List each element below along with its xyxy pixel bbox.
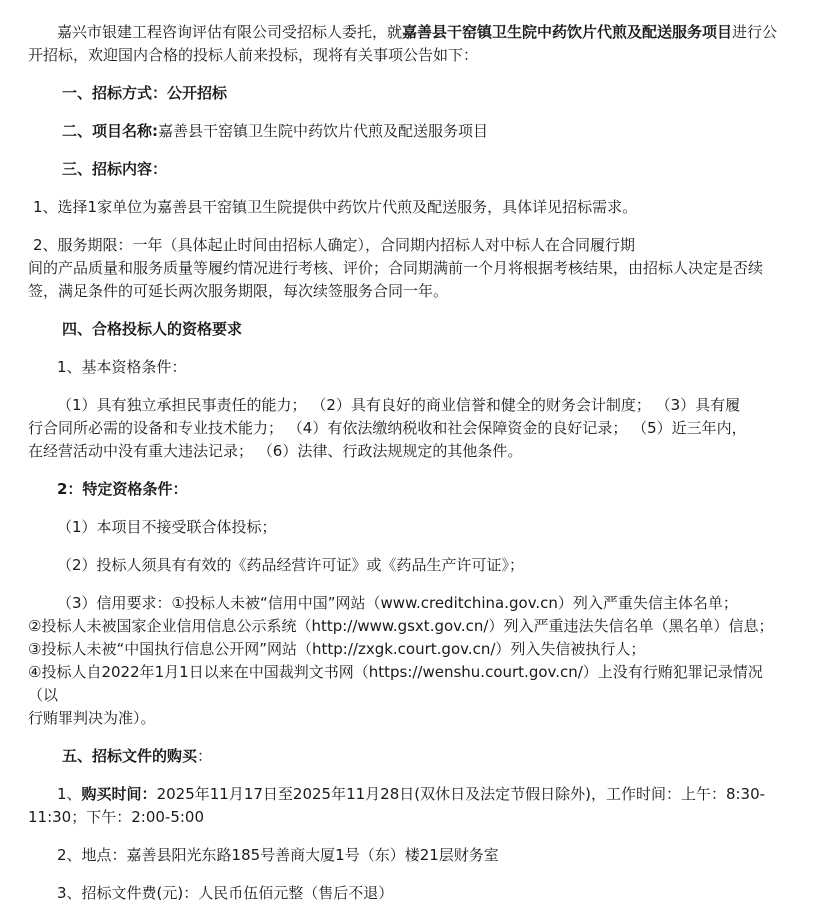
intro-text-pre: 嘉兴市银建工程咨询评估有限公司受招标人委托，就 (57, 23, 403, 41)
purchase-time-line-1 (28, 783, 788, 806)
project-name-label: 二、项目名称: (62, 122, 158, 140)
basic-qualification-title: 1、基本资格条件： (57, 358, 187, 376)
credit-requirement-line-5: 行贿罪判决为准）。 (28, 709, 156, 727)
basic-qualification-list (28, 394, 788, 463)
heading-bidding-content: 三、招标内容： (62, 160, 168, 178)
purchase-time-value: 2025年11月17日至2025年11月28日(双休日及法定节假日除外)，工作时间：上午：8:30- (156, 785, 766, 803)
service-term-line-1: 2、服务期限：一年（具体起止时间由招标人确定），合同期内招标人对中标人在合同履行期 (33, 236, 636, 254)
intro-line-1 (28, 21, 788, 44)
special-qualification-item-1: （1）本项目不接受联合体投标； (57, 518, 277, 536)
special-qualification-title: 2：特定资格条件： (57, 480, 188, 498)
purchase-time-line-2: 11:30；下午：2:00-5:00 (28, 808, 205, 826)
bidding-content-item-1: 1、选择1家单位为嘉善县干窑镇卫生院提供中药饮片代煎及配送服务，具体详见招标需求。 (33, 198, 638, 216)
document-purchase-colon: ： (197, 747, 213, 765)
basic-qualification-line-3: 在经营活动中没有重大违法记录； （6）法律、行政法规规定的其他条件。 (28, 442, 523, 460)
document-fee: 3、招标文件费(元)：人民币伍佰元整（售后不退） (57, 884, 394, 902)
service-term-line-3: 签，满足条件的可延长两次服务期限，每次续签服务合同一年。 (28, 282, 449, 300)
heading-project-name (28, 120, 788, 143)
special-qualification-item-2: （2）投标人须具有有效的《药品经营许可证》或《药品生产许可证》； (57, 556, 525, 574)
intro-line-2: 开招标，欢迎国内合格的投标人前来投标，现将有关事项公告如下： (28, 46, 479, 64)
project-name-emphasis: 嘉善县干窑镇卫生院中药饮片代煎及配送服务项目 (402, 23, 733, 41)
intro-paragraph (28, 21, 788, 67)
project-name-value: 嘉善县干窑镇卫生院中药饮片代煎及配送服务项目 (158, 122, 489, 140)
purchase-time-label: 购买时间： (81, 785, 157, 803)
heading-bidding-method: 一、招标方式：公开招标 (62, 84, 228, 102)
credit-requirement-block (28, 592, 788, 730)
purchase-time-paragraph (28, 783, 788, 829)
basic-qualification-line-2: 行合同所必需的设备和专业技术能力； （4）有依法缴纳税收和社会保障资金的良好记录； （5）近三年内， (28, 419, 747, 437)
intro-text-post: 进行公 (732, 23, 778, 41)
document-purchase-label: 五、招标文件的购买 (62, 747, 198, 765)
purchase-time-number: 1、 (57, 785, 82, 803)
credit-requirement-line-4: ④投标人自2022年1月1日以来在中国裁判文书网（https://wenshu.court.gov.cn/）上没有行贿犯罪记录情况（以 (28, 663, 763, 704)
purchase-location: 2、地点：嘉善县阳光东路185号善商大厦1号（东）楼21层财务室 (57, 846, 499, 864)
credit-requirement-line-2: ②投标人未被国家企业信用信息公示系统（http://www.gsxt.gov.cn/）列入严重违法失信名单（黑名单）信息； (28, 617, 774, 635)
bidding-content-item-2 (28, 234, 788, 303)
heading-document-purchase (28, 745, 788, 768)
heading-bidder-qualification: 四、合格投标人的资格要求 (62, 320, 243, 338)
service-term-line-2: 间的产品质量和服务质量等履约情况进行考核、评价；合同期满前一个月将根据考核结果，由招标人决定是否续 (28, 259, 764, 277)
basic-qualification-line-1: （1）具有独立承担民事责任的能力； （2）具有良好的商业信誉和健全的财务会计制度； （3）具有履 (57, 396, 741, 414)
credit-requirement-line-1: （3）信用要求：①投标人未被“信用中国”网站（www.creditchina.gov.cn）列入严重失信主体名单； (57, 594, 738, 612)
credit-requirement-line-3: ③投标人未被“中国执行信息公开网”网站（http://zxgk.court.gov.cn/）列入失信被执行人； (28, 640, 646, 658)
